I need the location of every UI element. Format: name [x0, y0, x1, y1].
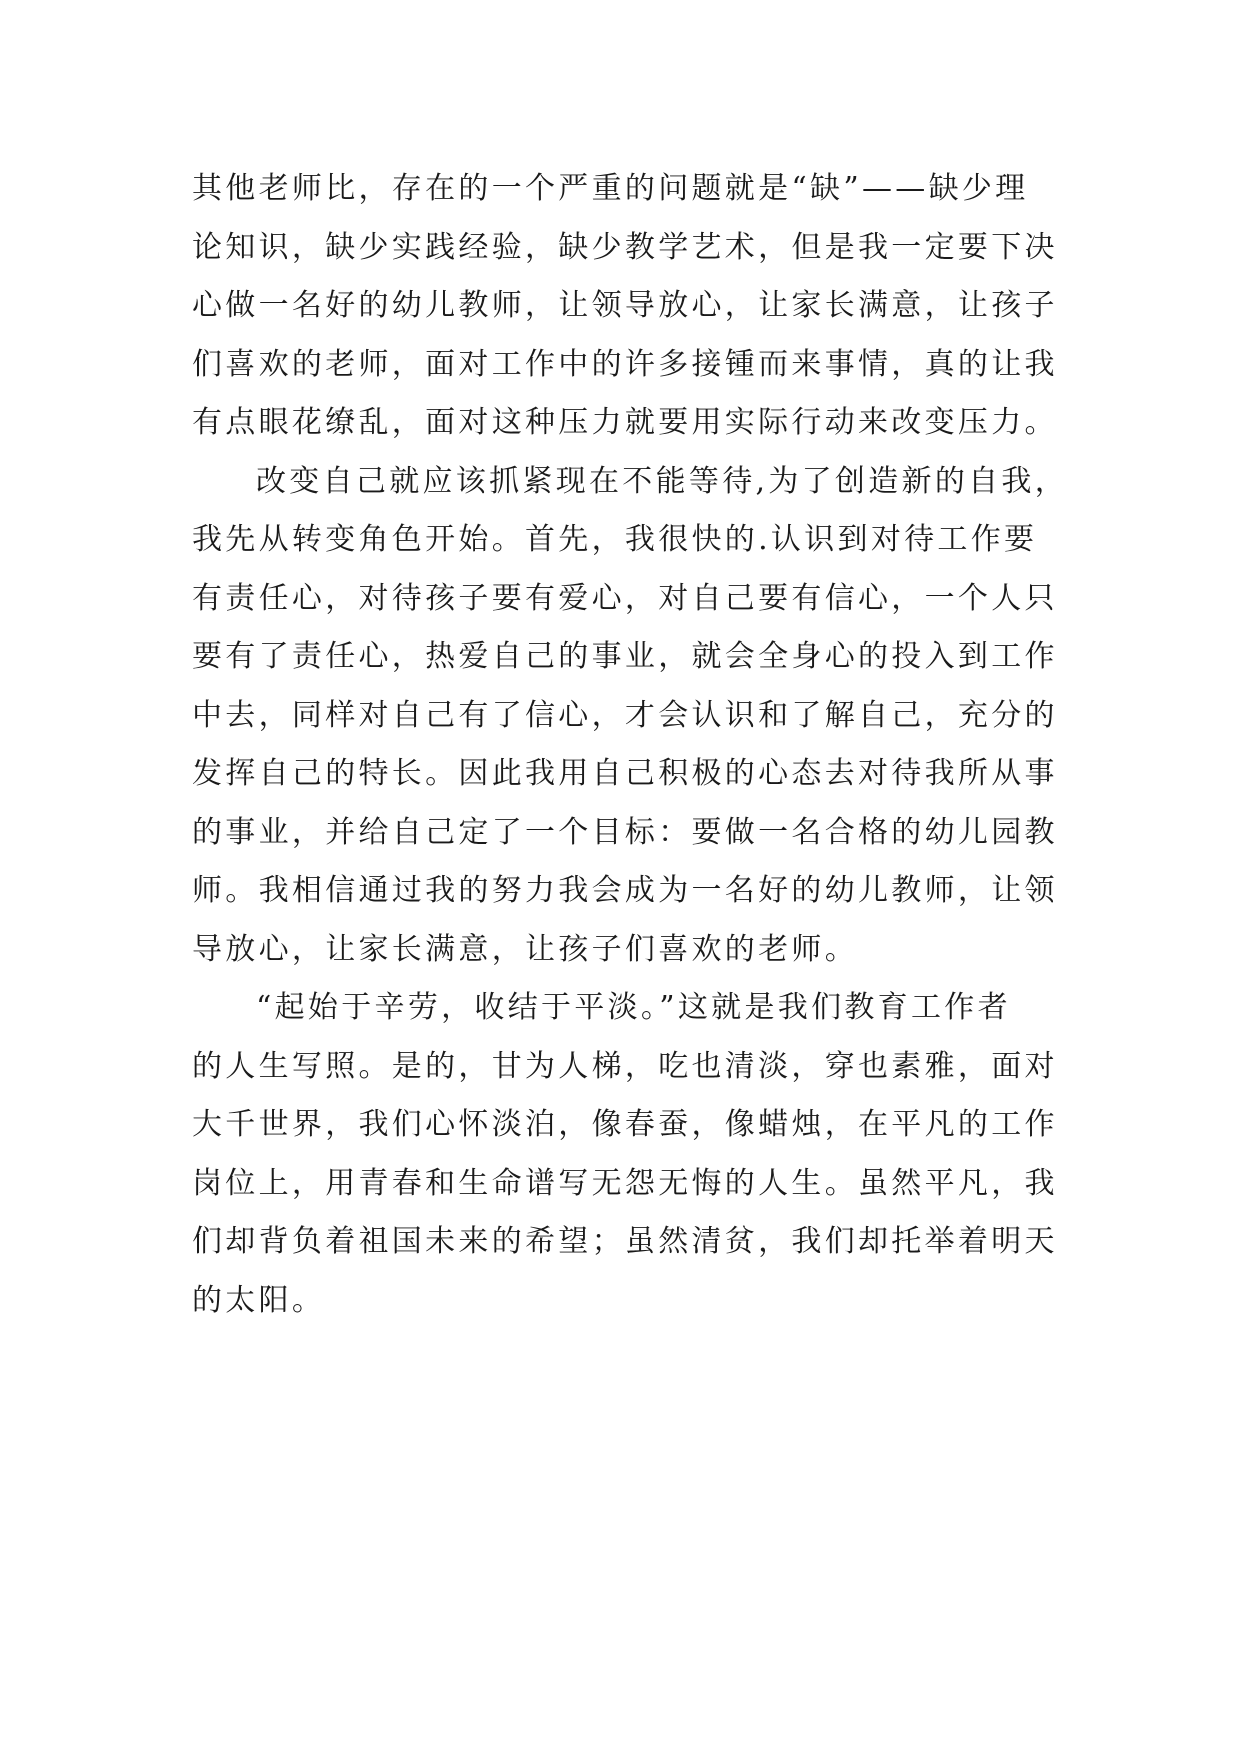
text-line: 论知识，缺少实践经验，缺少教学艺术，但是我一定要下决	[192, 229, 1058, 265]
text-line: 心做一名好的幼儿教师，让领导放心，让家长满意，让孩子	[192, 288, 1058, 323]
text-line: 师。我相信通过我的努力我会成为一名好的幼儿教师，让领	[192, 873, 1058, 908]
paragraph-1	[192, 160, 1072, 453]
body-text	[192, 160, 1072, 1330]
paragraph-3	[192, 979, 1072, 1330]
text-line: 的人生写照。是的，甘为人梯，吃也清淡，穿也素雅，面对	[192, 1048, 1058, 1084]
text-line: 们却背负着祖国未来的希望；虽然清贫，我们却托举着明天	[192, 1224, 1058, 1259]
text-line: 要有了责任心，热爱自己的事业，就会全身心的投入到工作	[192, 639, 1058, 674]
text-line: 有责任心，对待孩子要有爱心，对自己要有信心，一个人只	[192, 580, 1058, 616]
text-line: 发挥自己的特长。因此我用自己积极的心态去对待我所从事	[192, 756, 1058, 791]
text-line: 改变自己就应该抓紧现在不能等待,为了创造新的自我，	[256, 463, 1069, 499]
text-line: 的太阳。	[192, 1282, 326, 1318]
text-line: 中去，同样对自己有了信心，才会认识和了解自己，充分的	[192, 697, 1058, 733]
paragraph-2	[192, 453, 1072, 980]
text-line: 其他老师比，存在的一个严重的问题就是“缺”——缺少理	[192, 171, 1029, 206]
text-line: 大千世界，我们心怀淡泊，像春蚕，像蜡烛，在平凡的工作	[192, 1107, 1058, 1142]
text-line: 们喜欢的老师，面对工作中的许多接锺而来事情，真的让我	[192, 346, 1058, 382]
text-line: 的事业，并给自己定了一个目标：要做一名合格的幼儿园教	[192, 814, 1058, 850]
text-line: “起始于辛劳，收结于平淡。”这就是我们教育工作者	[256, 990, 1011, 1025]
text-line: 有点眼花缭乱，面对这种压力就要用实际行动来改变压力。	[192, 405, 1058, 440]
text-line: 导放心，让家长满意，让孩子们喜欢的老师。	[192, 931, 858, 967]
text-line: 岗位上，用青春和生命谱写无怨无悔的人生。虽然平凡，我	[192, 1165, 1058, 1201]
text-line: 我先从转变角色开始。首先，我很快的.认识到对待工作要	[192, 522, 1038, 557]
